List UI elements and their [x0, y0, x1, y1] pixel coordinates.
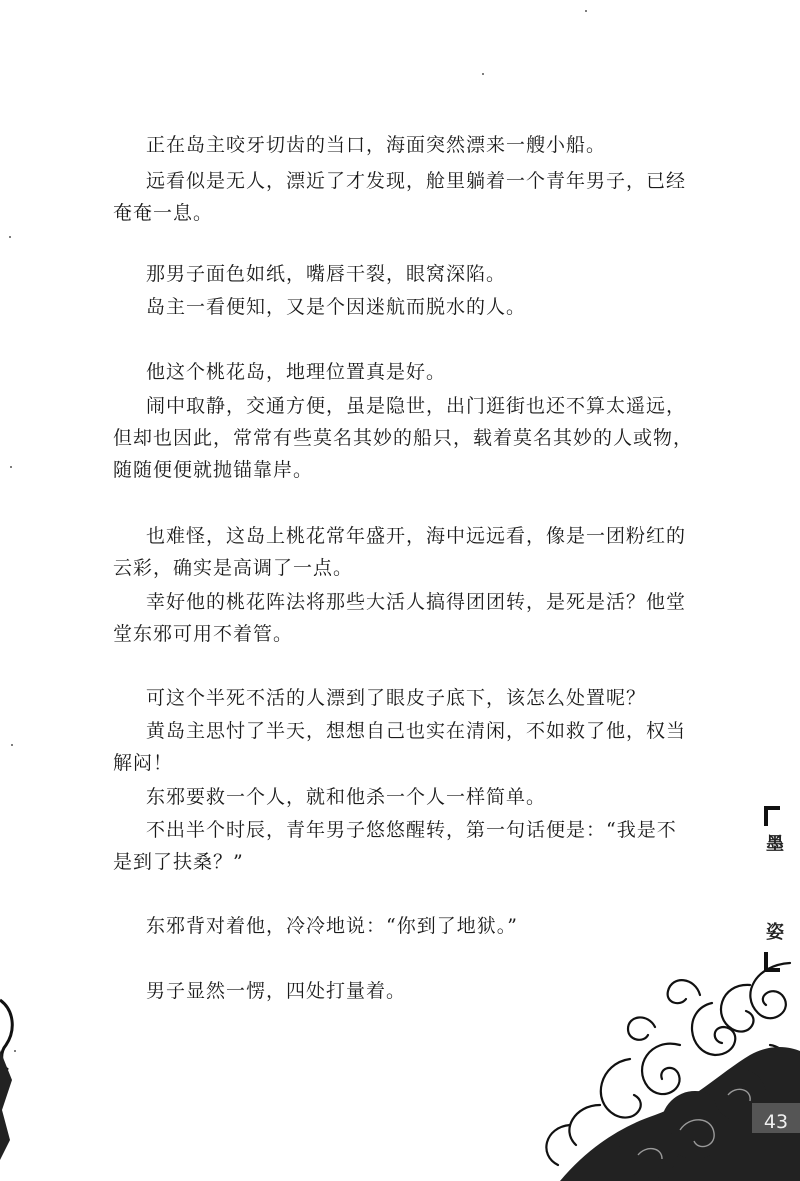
paragraph: 东邪背对着他，冷冷地说：“你到了地狱。” — [146, 915, 518, 937]
bracket-open-icon — [764, 806, 780, 826]
swirl-ornament — [450, 955, 800, 1181]
scan-speck — [9, 236, 11, 238]
paragraph: 也难怪，这岛上桃花常年盛开，海中远远看，像是一团粉红的云彩，确实是高调了一点。 — [113, 525, 687, 579]
side-title-char: 墨 — [766, 834, 784, 855]
paragraph: 不出半个时辰，青年男子悠悠醒转，第一句话便是：“我是不是到了扶桑？” — [113, 819, 677, 873]
scan-speck — [482, 73, 484, 75]
paragraph: 东邪要救一个人，就和他杀一个人一样简单。 — [146, 786, 547, 808]
paragraph: 他这个桃花岛，地理位置真是好。 — [146, 361, 447, 383]
paragraph: 闹中取静，交通方便，虽是隐世，出门逛街也还不算太遥远，但却也因此，常常有些莫名其妙的船只，载着莫名其妙的人或物，随随便便就抛锚靠岸。 — [113, 395, 694, 481]
page-number: 43 — [763, 1111, 789, 1133]
paragraph: 岛主一看便知，又是个因迷航而脱水的人。 — [146, 296, 527, 318]
scan-speck — [585, 10, 587, 12]
left-ornament — [0, 990, 22, 1160]
paragraph: 幸好他的桃花阵法将那些大活人搞得团团转，是死是活？他堂堂东邪可用不着管。 — [113, 591, 687, 645]
paragraph: 正在岛主咬牙切齿的当口，海面突然漂来一艘小船。 — [146, 134, 607, 156]
paragraph: 黄岛主思忖了半天，想想自己也实在清闲，不如救了他，权当解闷！ — [113, 720, 687, 774]
side-title-char: 姿 — [766, 922, 784, 943]
scan-speck — [10, 466, 12, 468]
paragraph: 那男子面色如纸，嘴唇干裂，眼窝深陷。 — [146, 263, 507, 285]
scan-speck — [11, 744, 13, 746]
paragraph: 远看似是无人，漂近了才发现，舱里躺着一个青年男子，已经奄奄一息。 — [113, 170, 687, 224]
paragraph: 男子显然一愣，四处打量着。 — [146, 980, 407, 1002]
paragraph: 可这个半死不活的人漂到了眼皮子底下，该怎么处置呢？ — [146, 687, 647, 709]
